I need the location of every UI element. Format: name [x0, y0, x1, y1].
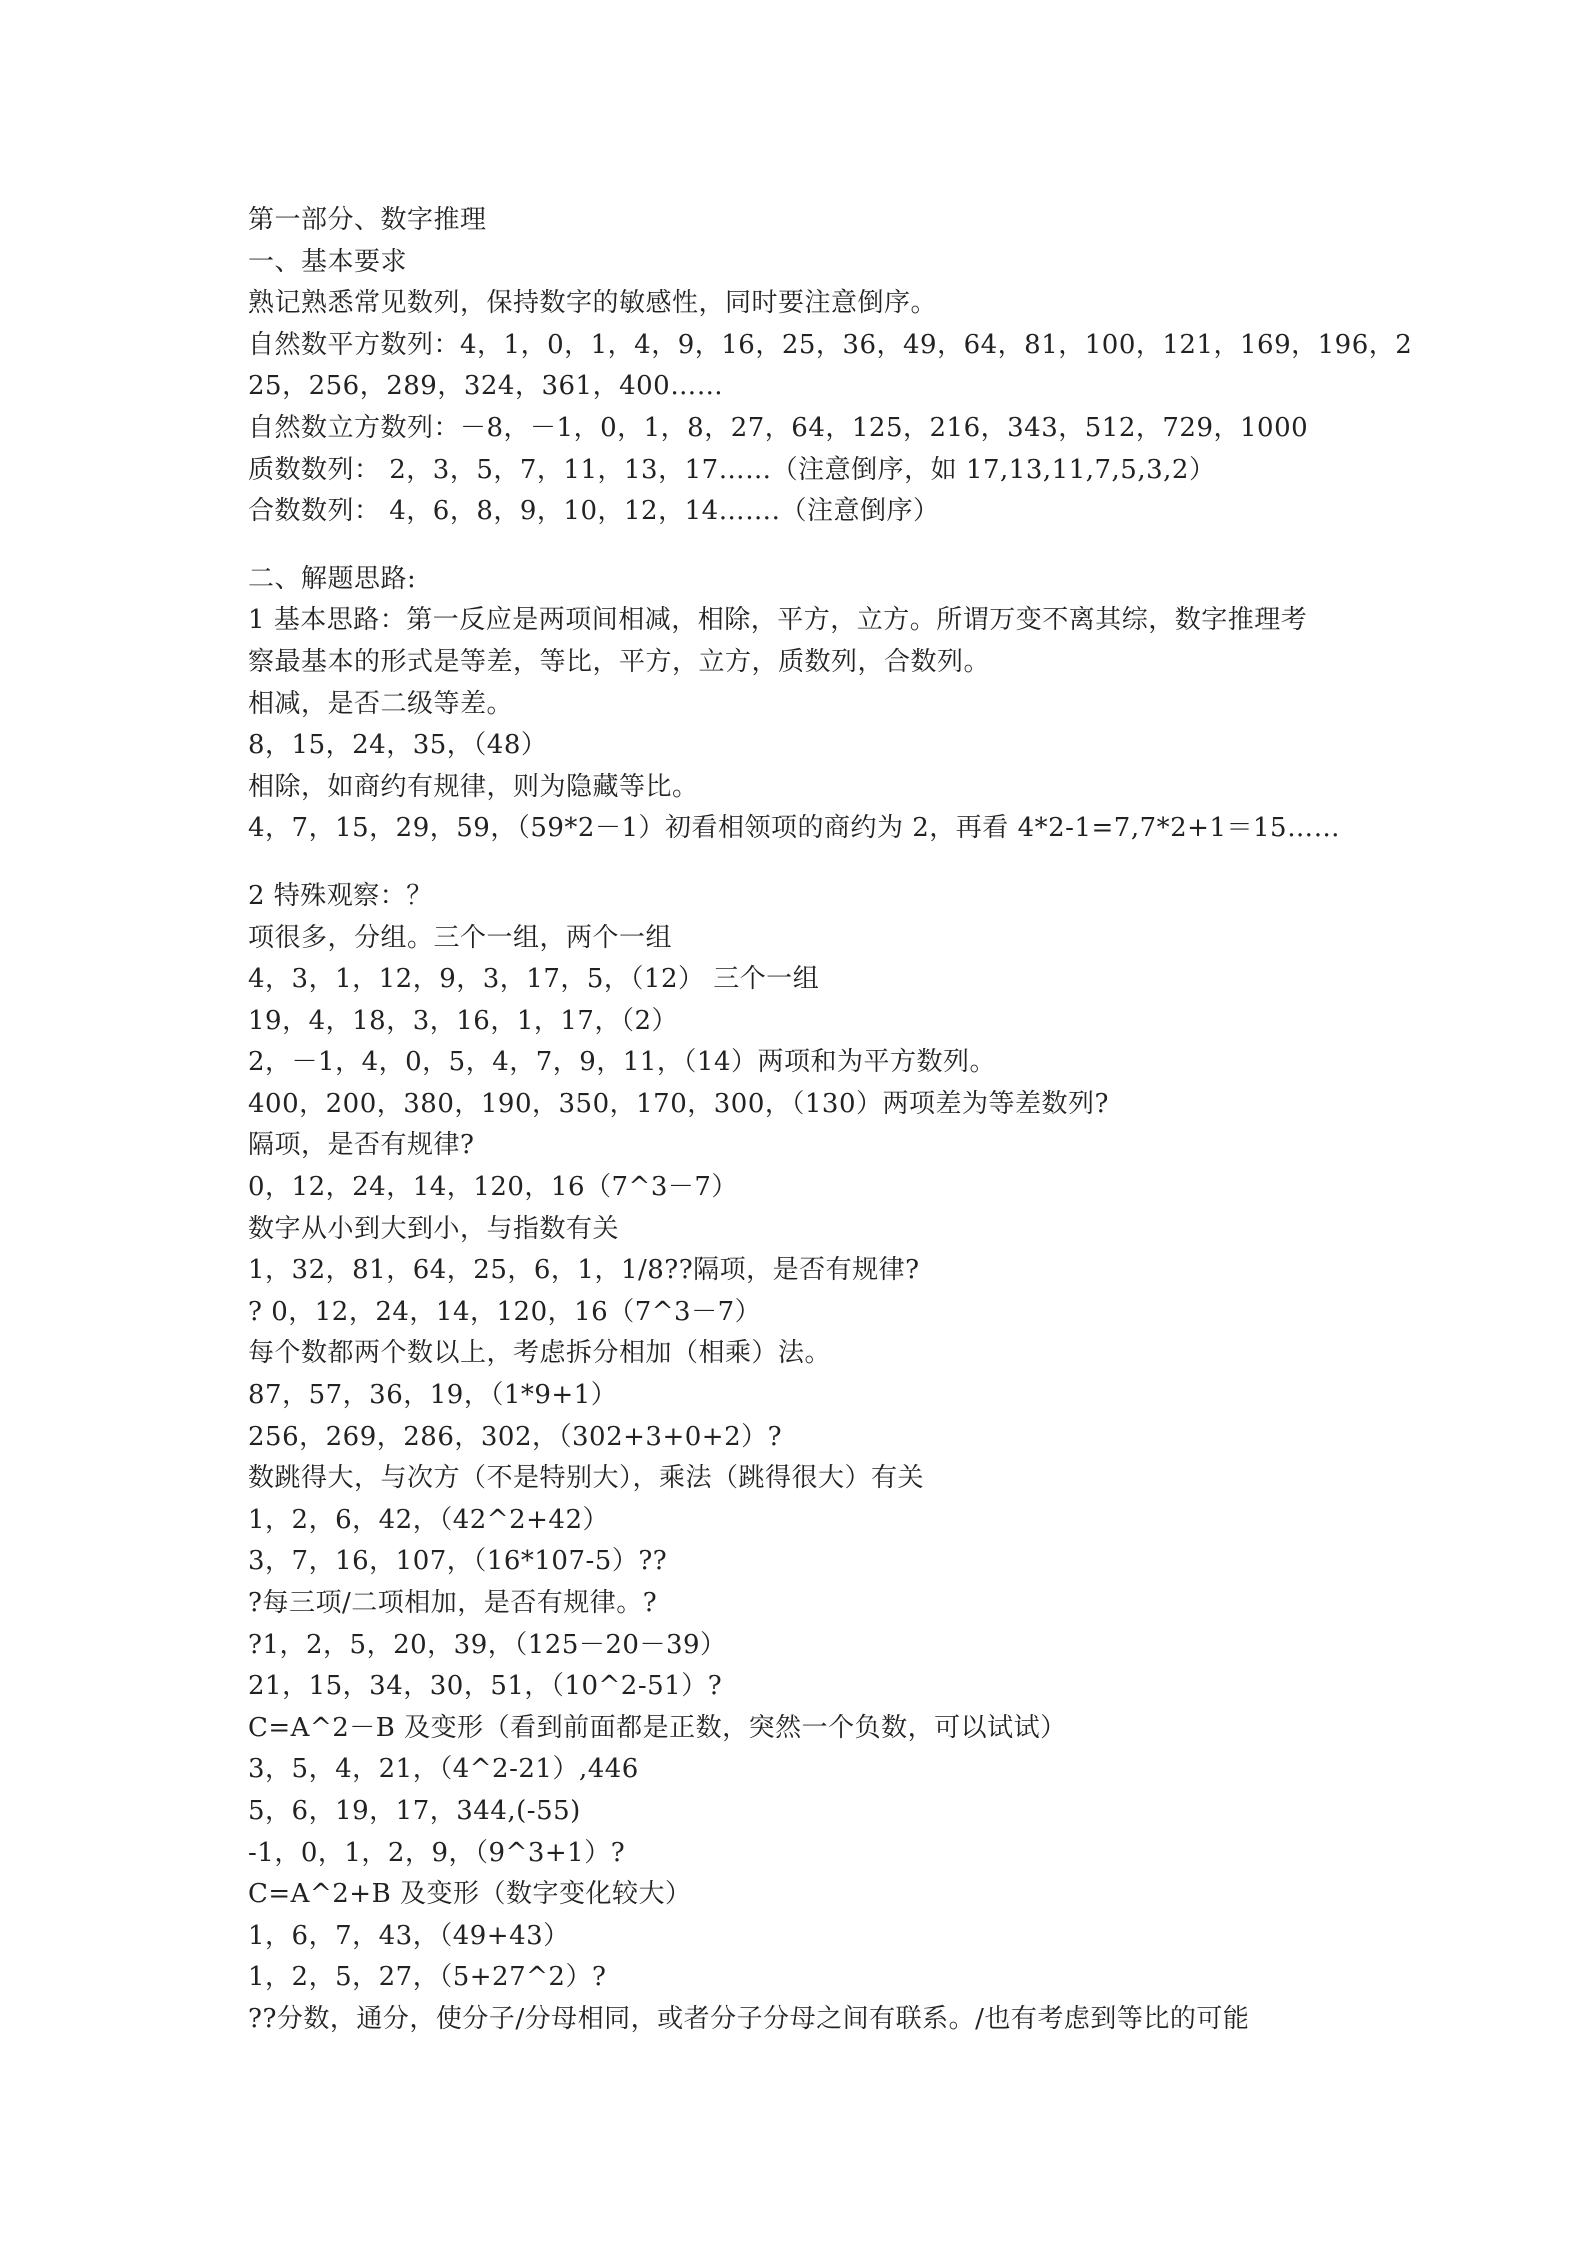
text-line: 0，12，24，14，120，16（7^3－7） — [248, 1172, 738, 1203]
text-line: 数跳得大，与次方（不是特别大），乘法（跳得很大）有关 — [248, 1463, 925, 1494]
subsection-heading: 一、基本要求 — [248, 246, 408, 277]
document-body — [248, 200, 1413, 2041]
text-line: 隔项，是否有规律? — [248, 1130, 475, 1161]
text-line: 每个数都两个数以上，考虑拆分相加（相乘）法。 — [248, 1338, 832, 1369]
text-line: 相除，如商约有规律，则为隐藏等比。 — [248, 771, 699, 802]
text-line: 5，6，19，17，344,(-55) — [248, 1795, 581, 1826]
subsection-heading: 二、解题思路: — [248, 563, 417, 594]
text-line: -1，0，1，2，9，（9^3+1）? — [248, 1837, 626, 1868]
text-line: 3，7，16，107，（16*107-5）?? — [248, 1546, 668, 1577]
text-line: C=A^2+B 及变形（数字变化较大） — [248, 1879, 692, 1910]
text-line: 1，32，81，64，25，6，1，1/8??隔项，是否有规律? — [248, 1255, 920, 1286]
text-line: ?每三项/二项相加，是否有规律。? — [248, 1588, 658, 1618]
text-line: 4，7，15，29，59，（59*2－1）初看相领项的商约为 2，再看 4*2-1=7,7*2+1＝15…… — [248, 813, 1341, 844]
text-line: 自然数立方数列：－8，－1，0，1，8，27，64，125，216，343，512，729，1000 — [248, 412, 1309, 443]
text-line: 自然数平方数列：4，1，0，1，4，9，16，25，36，49，64，81，100，121，169，196，2 — [248, 329, 1413, 360]
text-line: 数字从小到大到小，与指数有关 — [248, 1213, 620, 1244]
text-line: 合数数列： 4，6，8，9，10，12，14…….（注意倒序） — [248, 496, 940, 527]
text-line: 相减，是否二级等差。 — [248, 688, 514, 719]
text-line: 19，4，18，3，16，1，17，（2） — [248, 1005, 679, 1036]
text-line: 1 基本思路：第一反应是两项间相减，相除，平方，立方。所谓万变不离其综，数字推理考 — [248, 605, 1308, 636]
paragraph-gap — [248, 850, 1368, 876]
text-line: 察最基本的形式是等差，等比，平方，立方，质数列，合数列。 — [248, 646, 991, 677]
text-line: 4，3，1，12，9，3，17，5，（12） 三个一组 — [248, 964, 820, 995]
text-line: ? 0，12，24，14，120，16（7^3－7） — [248, 1296, 762, 1327]
text-line: ?1，2，5，20，39，（125－20－39） — [248, 1629, 727, 1660]
text-line: 400，200，380，190，350，170，300，（130）两项差为等差数列? — [248, 1088, 1109, 1119]
text-line: C=A^2－B 及变形（看到前面都是正数，突然一个负数，可以试试） — [248, 1712, 1067, 1743]
text-line: 1，2，6，42，（42^2+42） — [248, 1504, 609, 1535]
text-line: 项很多，分组。三个一组，两个一组 — [248, 922, 673, 953]
text-line: 25，256，289，324，361，400…… — [248, 371, 724, 402]
text-line: 1，2，5，27，（5+27^2）? — [248, 1962, 607, 1993]
text-line: 2 特殊观察：？ — [248, 880, 433, 911]
text-line: 8，15，24，35，（48） — [248, 730, 548, 761]
text-line: ??分数，通分，使分子/分母相同，或者分子分母之间有联系。/也有考虑到等比的可能 — [248, 2003, 1250, 2034]
text-line: 3，5，4，21，（4^2-21）,446 — [248, 1754, 639, 1785]
text-line: 87，57，36，19，（1*9+1） — [248, 1380, 618, 1411]
section-title: 第一部分、数字推理 — [248, 205, 487, 235]
text-line: 1，6，7，43，（49+43） — [248, 1920, 570, 1951]
text-line: 熟记熟悉常见数列，保持数字的敏感性，同时要注意倒序。 — [248, 288, 938, 319]
paragraph-gap — [248, 533, 1368, 559]
text-line: 2，－1，4，0，5，4，7，9，11，（14）两项和为平方数列。 — [248, 1047, 997, 1078]
text-line: 21，15，34，30，51，（10^2-51）? — [248, 1671, 723, 1702]
text-line: 质数数列： 2，3，5，7，11，13，17……（注意倒序，如 17,13,11,7,5,3,2） — [248, 454, 1216, 485]
text-line: 256，269，286，302，（302+3+0+2）? — [248, 1421, 783, 1452]
